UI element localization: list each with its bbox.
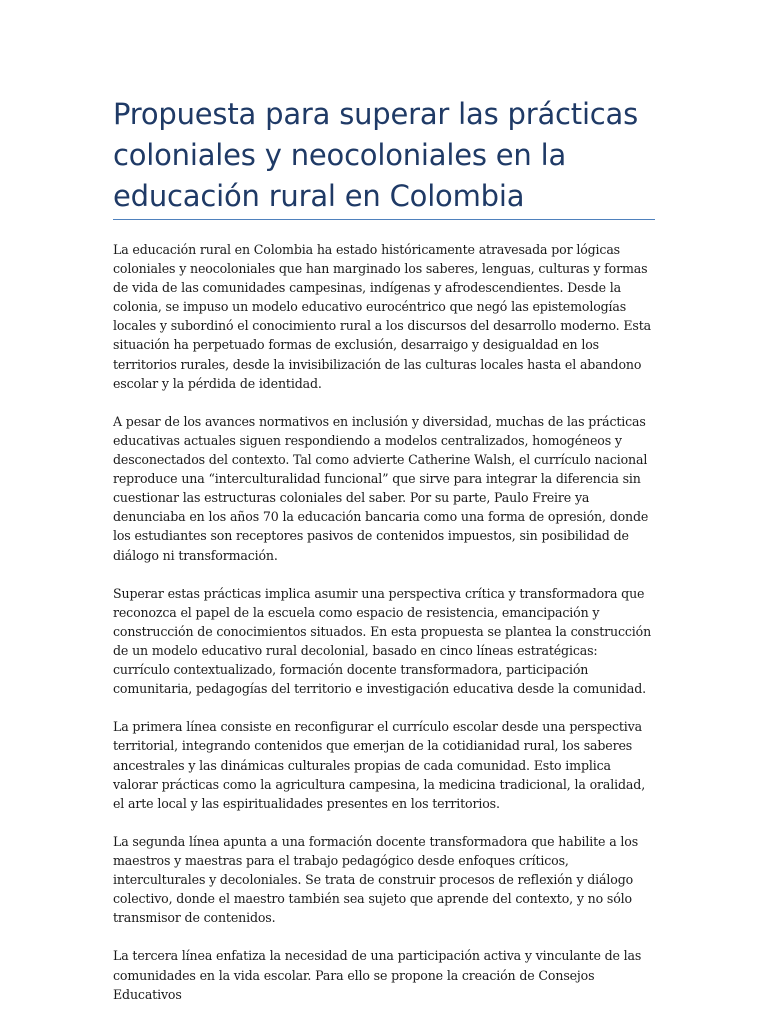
paragraph-first-line: La primera línea consiste en reconfigurar el currículo escolar desde una perspectiva territorial, integrando contenidos que emerjan de la cotidianidad rural, los saberes ancestrales y las dinámicas culturales propias de cada comunidad. Esto implica valorar prácticas como la agricultura campesina, la medicina tradicional, la oralidad, el arte local y las espiritualidades presentes en los territorios.: [113, 719, 646, 811]
paragraph-intro: La educación rural en Colombia ha estado históricamente atravesada por lógicas coloniales y neocoloniales que han marginado los saberes, lenguas, culturas y formas de vida de las comunidades campesinas, indígenas y afrodescendientes. Desde la colonia, se impuso un modelo educativo eurocéntrico que negó las epistemologías locales y subordinó el conocimiento rural a los discursos del desarrollo moderno. Esta situación ha perpetuado formas de exclusión, desarraigo y desigualdad en los territorios rurales, desde la invisibilización de las culturas locales hasta el abandono escolar y la pérdida de identidad.: [113, 242, 652, 391]
paragraph-second-line: La segunda línea apunta a una formación docente transformadora que habilite a los maestros y maestras para el trabajo pedagógico desde enfoques críticos, interculturales y decoloniales. Se trata de construir procesos de reflexión y diálogo colectivo, donde el maestro también sea sujeto que aprende del contexto, y no sólo transmisor de contenidos.: [113, 833, 639, 926]
title-underline-divider: [113, 219, 655, 220]
paragraph-third-line: La tercera línea enfatiza la necesidad de una participación activa y vinculante de las comunidades en la vida escolar. Para ello se propone la creación de Consejos Educativos: [113, 948, 642, 1002]
paragraph-proposal: Superar estas prácticas implica asumir una perspectiva crítica y transformadora que reconozca el papel de la escuela como espacio de resistencia, emancipación y construcción de conocimientos situados. En esta propuesta se plantea la construcción de un modelo educativo rural decolonial, basado en cinco líneas estratégicas: currículo contextualizado, formación docente transformadora, participación comunitaria, pedagogías del territorio e investigación educativa desde la comunidad.: [113, 585, 652, 697]
document-title: Propuesta para superar las prácticas coloniales y neocoloniales en la educación rural en Colombia: [113, 97, 639, 213]
paragraph-context: A pesar de los avances normativos en inclusión y diversidad, muchas de las prácticas educativas actuales siguen respondiendo a modelos centralizados, homogéneos y desconectados del contexto. Tal como advierte Catherine Walsh, el currículo nacional reproduce una “interculturalidad funcional” que sirve para integrar la diferencia sin cuestionar las estructuras coloniales del saber. Por su parte, Paulo Freire ya denunciaba en los años 70 la educación bancaria como una forma de opresión, donde los estudiantes son receptores pasivos de contenidos impuestos, sin posibilidad de diálogo ni transformación.: [113, 413, 649, 563]
document-body: [113, 240, 658, 1023]
